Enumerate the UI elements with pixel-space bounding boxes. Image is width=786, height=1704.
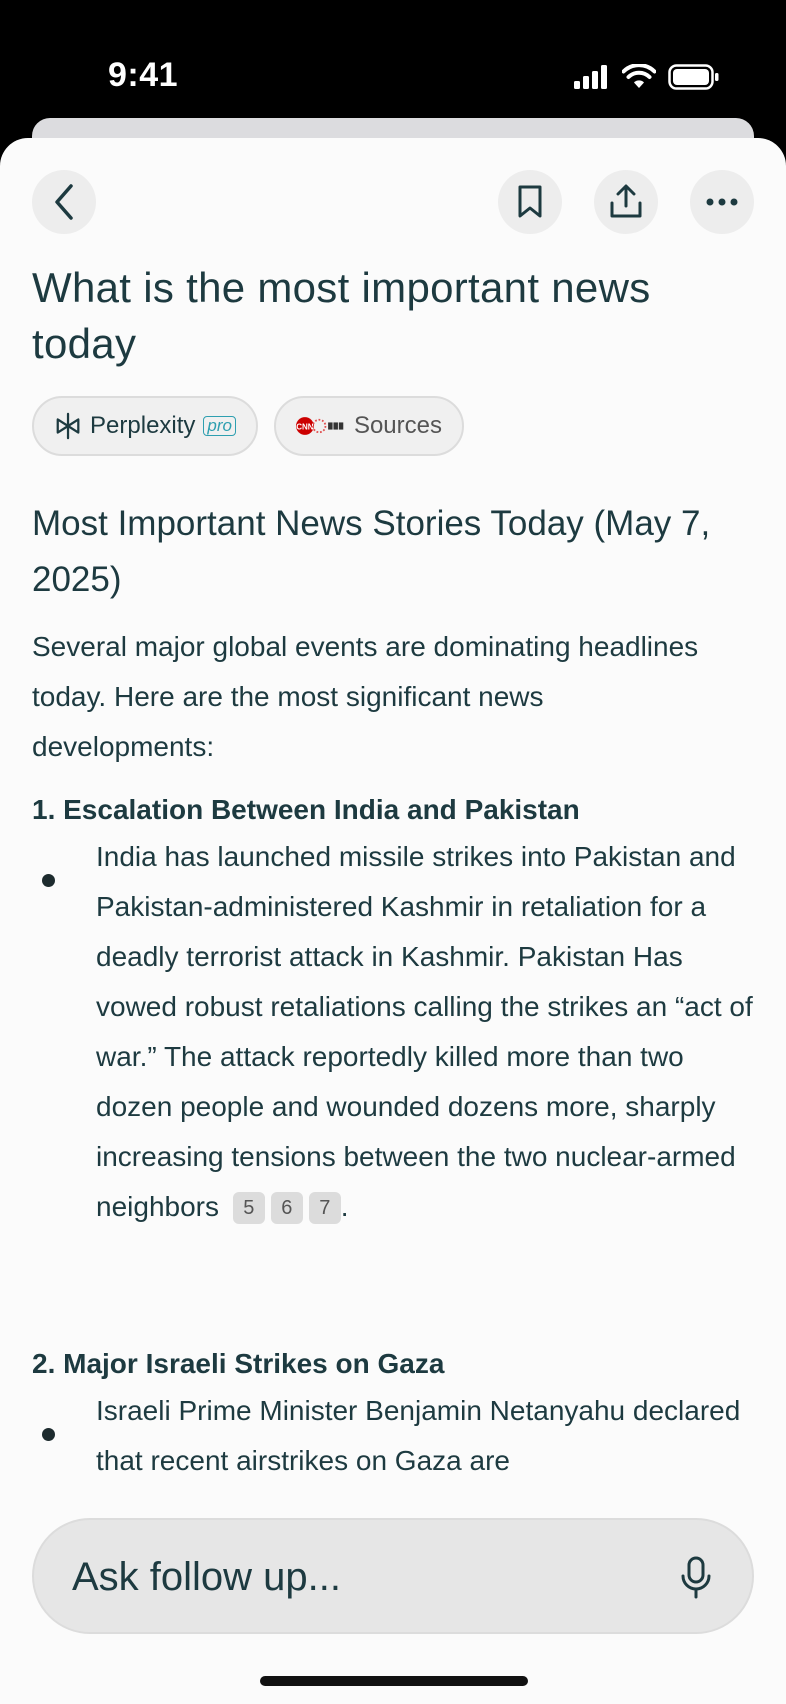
model-chip-label: Perplexity: [90, 412, 196, 439]
share-icon: [609, 184, 643, 220]
sources-chip-label: Sources: [353, 412, 442, 439]
microphone-icon: [680, 1556, 712, 1600]
bullet-text-gaza: Israeli Prime Minister Benjamin Netanyahu declared that recent airstrikes on Gaza are: [96, 1395, 741, 1476]
bullet-dot: [42, 874, 55, 887]
pro-badge: pro: [203, 416, 236, 436]
query-title: What is the most important news today: [32, 264, 651, 367]
bullet-body: India has launched missile strikes into Pakistan and Pakistan-administered Kashmir in retaliation for a deadly terrorist attack in Kashmir. Pakistan Has vowed robust retaliations calling the strikes an “act of war.” The attack reportedly killed more than two dozen people and wounded dozens more, sharply increasing tensions between the two nuclear-armed neighbors: [96, 841, 753, 1222]
cellular-signal-icon: [574, 65, 610, 89]
bullet-text-india-pakistan: [96, 832, 766, 1232]
ellipsis-icon: [706, 198, 738, 206]
bullet-dot: [42, 1428, 55, 1441]
back-button[interactable]: [32, 170, 96, 234]
bookmark-icon: [517, 185, 543, 219]
followup-bar[interactable]: [32, 1518, 754, 1634]
status-bar: [0, 0, 786, 120]
chevron-left-icon: [52, 183, 76, 221]
model-chip[interactable]: [32, 396, 258, 456]
perplexity-logo-icon: [54, 411, 82, 441]
answer-heading: Most Important News Stories Today (May 7, 2025): [32, 504, 711, 599]
citation-badge[interactable]: 5: [233, 1192, 265, 1224]
section-heading-india-pakistan: 1. Escalation Between India and Pakistan: [32, 794, 580, 825]
news-source-logos-icon: [296, 414, 346, 438]
wifi-icon: [622, 64, 656, 90]
svg-text:CNN: CNN: [296, 422, 314, 432]
bullet-trailing-punctuation: .: [340, 1191, 349, 1222]
status-icons: [574, 64, 720, 90]
section-heading-gaza: 2. Major Israeli Strikes on Gaza: [32, 1348, 445, 1379]
bookmark-button[interactable]: [498, 170, 562, 234]
more-options-button[interactable]: [690, 170, 754, 234]
status-time: 9:41: [108, 56, 179, 94]
followup-input[interactable]: [72, 1550, 632, 1604]
microphone-button[interactable]: [674, 1554, 718, 1602]
battery-icon: [668, 64, 720, 90]
sources-chip[interactable]: [274, 396, 464, 456]
share-button[interactable]: [594, 170, 658, 234]
citation-badge[interactable]: 7: [309, 1192, 341, 1224]
citation-badge[interactable]: 6: [271, 1192, 303, 1224]
home-indicator: [260, 1676, 528, 1686]
answer-sheet[interactable]: [0, 138, 786, 1704]
answer-intro: Several major global events are dominating headlines today. Here are the most significant news developments:: [32, 631, 699, 762]
